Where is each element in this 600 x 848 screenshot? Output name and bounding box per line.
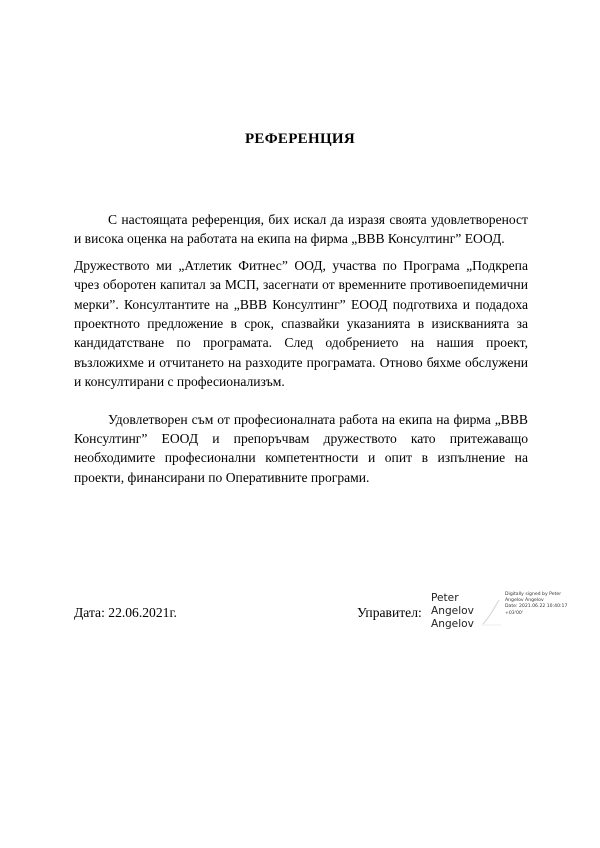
paragraph-3: Удовлетворен съм от професионалната работа на екипа на фирма „ВВВ Консултинг” ЕООД и препоръчвам дружеството като притежаващо необходимите професионални компетентности и опит в изпълнение на проекти, финансирани по Оперативните програми. (74, 411, 528, 485)
signature-details (505, 592, 585, 617)
signature-detail-line: +03'00' (505, 610, 524, 616)
signature-detail-line: Angelov Angelov (505, 598, 544, 604)
signature-name-line-2: Angelov (431, 618, 474, 630)
digital-signature[interactable] (431, 592, 571, 632)
date-line: Дата: 22.06.2021г. (74, 605, 177, 620)
paragraph-2: Дружеството ми „Атлетик Фитнес” ООД, участва по Програма „Подкрепа чрез оборотен капитал за МСП, засегнати от временните противоепидемични мерки”. Консултантите на „ВВВ Консултинг” ЕООД подготвиха и подадоха проектното предложение в срок, спазвайки указанията в изискванията за кандидатстване по програмата. След одобрението на нашия проект, възложихме и отчитането на разходите програмата. Отново бяхме обслужени и консултирани с професионализъм. (74, 257, 528, 390)
signature-mark-icon (479, 598, 503, 626)
paragraph-1: С настоящата референция, бих искал да изразя своята удовлетвореност и висока оценка на работата на екипа на фирма „ВВВ Консултинг” ЕООД. (74, 212, 528, 247)
document-title: РЕФЕРЕНЦИЯ (244, 131, 356, 147)
signature-detail-line: Digitally signed by Peter (505, 592, 562, 597)
signature-detail-line: Date: 2021.06.22 10:40:17 (505, 604, 568, 610)
manager-label: Управител: (357, 605, 422, 620)
document-body (74, 210, 528, 487)
signature-name-line-1: Peter Angelov (431, 592, 474, 617)
